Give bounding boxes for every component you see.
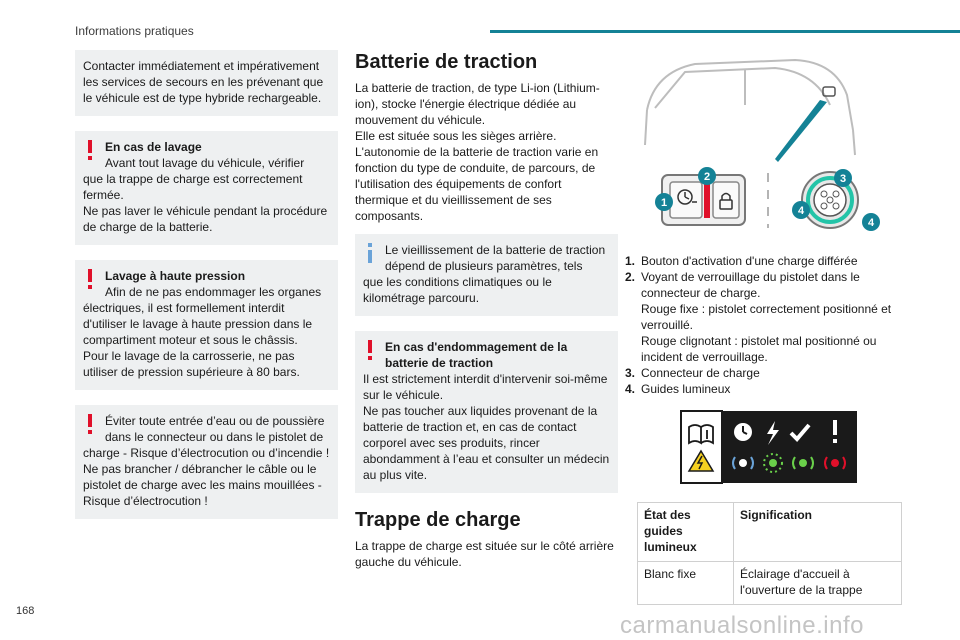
heading-charge-flap: Trappe de charge (355, 509, 521, 531)
warning-battery-damage-rest: Il est strictement interdit d'intervenir soi-même sur le véhicule. (363, 372, 608, 402)
warning-battery-damage (355, 331, 618, 493)
warning-exclamation-icon (84, 269, 96, 289)
list-item: 2. Voyant de verrouillage du pistolet dans le connecteur de charge. Rouge fixe : pistolet correctement positionné et verrouillé. Rouge clignotant : pistolet mal positionné ou incident de verrouillage. (625, 270, 892, 364)
watermark: carmanualsonline.info (620, 612, 864, 639)
warning-high-pressure-first: Afin de ne pas endommager les organes (105, 285, 322, 299)
callout-2 (698, 167, 716, 185)
warning-water-dust-first: Éviter toute entrée d’eau ou de poussière dans le connecteur ou dans le pistolet de (105, 414, 325, 444)
list-item: 3. Connecteur de charge (625, 366, 760, 380)
warning-water-dust-rest: charge - Risque d’électrocution ou d’incendie ! (83, 446, 330, 460)
light-guide-table (637, 502, 902, 605)
column-right (625, 50, 910, 605)
clock-icon (734, 423, 752, 441)
warning-high-pressure (75, 260, 338, 390)
warning-exclamation-icon (364, 340, 376, 360)
svg-text:4: 4 (867, 217, 875, 229)
callout-1 (655, 193, 673, 211)
info-battery-ageing-rest: que les conditions climatiques ou le kilométrage parcouru. (363, 275, 552, 305)
deferred-charge-button (670, 182, 702, 218)
warning-high-pressure-title: Lavage à haute pression (105, 269, 246, 283)
warning-washing (75, 131, 338, 245)
warning-washing-extra: Ne pas laver le véhicule pendant la procédure de charge de la batterie. (83, 204, 328, 234)
pointer-arrow (775, 100, 827, 162)
emergency-note-text: Contacter immédiatement et impérativement les services de secours en les prévenant que le véhicule est de type hybride rechargeable. (83, 59, 324, 105)
charging-port-illustration (625, 50, 910, 240)
info-battery-ageing (355, 234, 618, 316)
page-number: 168 (16, 605, 35, 617)
callout-3 (834, 169, 852, 187)
info-icon (364, 243, 376, 263)
svg-text:3: 3 (839, 173, 847, 185)
lock-indicator-light (704, 182, 710, 218)
legend-list (625, 253, 910, 397)
warning-washing-rest: que la trappe de charge est correctement fermée. (83, 172, 303, 202)
table-header: Signification (734, 503, 902, 562)
warning-high-pressure-rest: électriques, il est formellement interdit d'utiliser le lavage à haute pression dans le compartiment moteur et sous le châssis. (83, 301, 313, 347)
warning-exclamation-icon (84, 414, 96, 434)
heading-traction-battery: Batterie de traction (355, 51, 538, 73)
list-item: 1. Bouton d'activation d'une charge différée (625, 254, 858, 268)
battery-para-1: La batterie de traction, de type Li-ion (Lithium-ion), stocke l'énergie électrique dédiée au mouvement du véhicule. (355, 81, 600, 127)
warning-washing-first: Avant tout lavage du véhicule, vérifier (105, 156, 305, 170)
exclamation-icon (833, 420, 837, 443)
battery-para-3: L'autonomie de la batterie de traction varie en fonction du type de conduite, de parcours, de l'utilisation des équipements de confort thermique et du vieillissement de ses composants. (355, 145, 599, 223)
header-accent-bar (490, 30, 960, 33)
emergency-note (75, 50, 338, 116)
battery-para-2: Elle est située sous les sièges arrière. (355, 129, 557, 143)
charge-flap-para: La trappe de charge est située sur le côté arrière gauche du véhicule. (355, 539, 614, 569)
table-cell: Blanc fixe (638, 562, 734, 605)
info-battery-ageing-first: Le vieillissement de la batterie de traction dépend de plusieurs paramètres, tels (385, 243, 606, 273)
column-middle (355, 50, 618, 570)
warning-water-dust-extra: Ne pas brancher / débrancher le câble ou le pistolet de charge avec les mains mouillées - Risque d’électrocution ! (83, 462, 322, 508)
list-item: 4. Guides lumineux (625, 382, 731, 396)
warning-battery-damage-extra: Ne pas toucher aux liquides provenant de la batterie de traction et, en cas de contact corporel avec ses produits, rincer abondamment à l’eau et consulter un médecin au plus vite. (363, 404, 610, 482)
warning-battery-damage-title: En cas d'endommagement de la batterie de traction (385, 340, 568, 370)
warning-water-dust (75, 405, 338, 519)
callout-4-right (862, 213, 880, 231)
table-cell: Éclairage d'accueil à l'ouverture de la trappe (734, 562, 902, 605)
callout-4-left (792, 201, 810, 219)
warning-exclamation-icon (84, 140, 96, 160)
warning-high-pressure-extra: Pour le lavage de la carrosserie, ne pas utiliser de pression supérieure à 80 bars. (83, 349, 300, 379)
table-header-row (638, 503, 902, 562)
svg-text:4: 4 (797, 205, 805, 217)
warning-washing-title: En cas de lavage (105, 140, 202, 154)
column-left (75, 50, 338, 534)
svg-text:2: 2 (703, 171, 711, 183)
table-row (638, 562, 902, 605)
svg-text:1: 1 (660, 197, 668, 209)
light-guide-status-icons (625, 401, 910, 491)
table-header: État des guides lumineux (638, 503, 734, 562)
car-rear-outline (645, 60, 855, 155)
running-header: Informations pratiques (75, 24, 194, 38)
